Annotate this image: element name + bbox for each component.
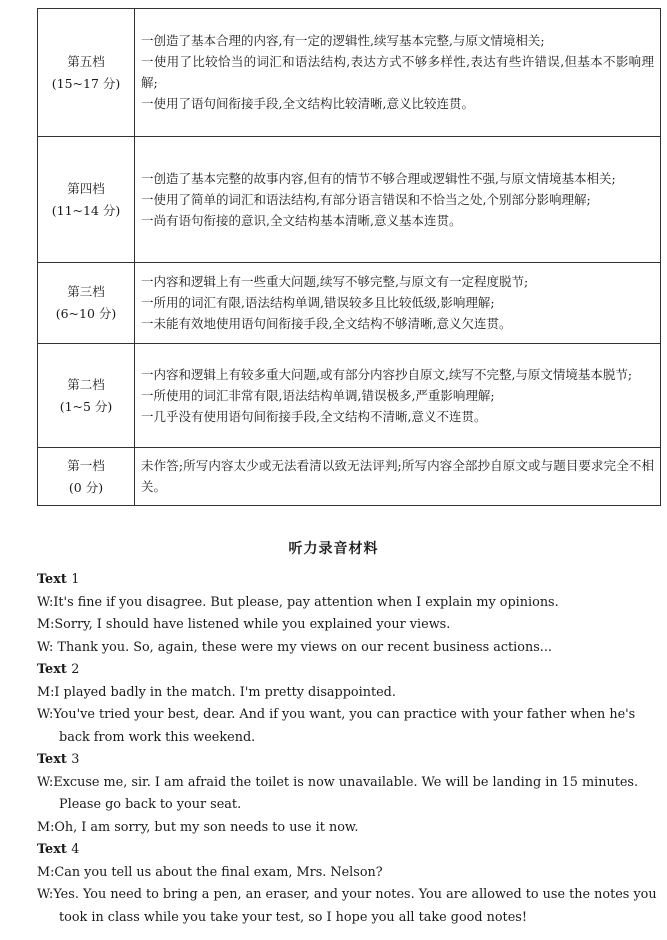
rubric-criterion: 一所使用的词汇非常有限,语法结构单调,错误极多,严重影响理解; (141, 387, 495, 403)
rubric-criterion: 一未能有效地使用语句间衔接手段,全文结构不够清晰,意义欠连贯。 (141, 316, 512, 331)
dialogue-line: M:Can you tell us about the final exam, Mrs. Nelson? (37, 864, 383, 880)
rubric-level-name: 第一档 (67, 457, 105, 473)
dialogue-line: W:Excuse me, sir. I am afraid the toilet is now unavailable. We will be landing in 15 minutes. Please go back to your seat. (37, 774, 639, 812)
rubric-level-cell (38, 9, 135, 137)
rubric-criteria-cell (135, 137, 661, 263)
dialogue-line: W: Thank you. So, again, these were my views on our recent business actions... (37, 639, 552, 655)
rubric-criterion: 一使用了简单的词汇和语法结构,有部分语言错误和不恰当之处,个别部分影响理解; (141, 191, 591, 207)
rubric-level-name: 第五档 (67, 53, 105, 69)
rubric-level-name: 第三档 (67, 284, 105, 299)
dialogue-line: M:I played badly in the match. I'm pretty disappointed. (37, 684, 396, 700)
rubric-level-score: (15~17 分) (51, 75, 121, 91)
rubric-criterion: 一尚有语句衔接的意识,全文结构基本清晰,意义基本连贯。 (141, 212, 462, 228)
dialogue-line: W:You've tried your best, dear. And if you want, you can practice with your father when he's back from work this weekend. (37, 707, 636, 745)
text-heading (37, 569, 663, 592)
rubric-row-level-5 (38, 9, 661, 137)
rubric-criterion: 一创造了基本完整的故事内容,但有的情节不够合理或逻辑性不强,与原文情境基本相关; (141, 170, 616, 186)
rubric-criteria-cell (135, 263, 661, 344)
rubric-criterion: 一几乎没有使用语句间衔接手段,全文结构不清晰,意义不连贯。 (141, 408, 487, 424)
rubric-row-level-4 (38, 137, 661, 263)
rubric-criteria-cell (135, 9, 661, 137)
dialogue-line: M:Sorry, I should have listened while you explained your views. (37, 617, 451, 632)
text-heading-number: 3 (71, 752, 80, 767)
rubric-level-cell (38, 448, 135, 506)
scoring-rubric-table (37, 8, 661, 506)
rubric-level-score: (1~5 分) (59, 398, 113, 414)
text-heading-label: Text (37, 662, 67, 677)
rubric-level-cell (38, 137, 135, 263)
text-heading-number: 2 (71, 662, 80, 677)
rubric-level-score: (11~14 分) (51, 202, 121, 218)
dialogue-line: W:It's fine if you disagree. But please, pay attention when I explain my opinions. (37, 594, 559, 610)
rubric-level-score: (6~10 分) (55, 306, 117, 321)
section-title: 听力录音材料 (288, 541, 379, 557)
rubric-row-level-2 (38, 344, 661, 448)
rubric-criteria-cell (135, 344, 661, 448)
rubric-criterion: 一创造了基本合理的内容,有一定的逻辑性,续写基本完整,与原文情境相关; (141, 33, 545, 48)
rubric-criterion: 一内容和逻辑上有较多重大问题,或有部分内容抄自原文,续写不完整,与原文情境基本脱节; (141, 366, 633, 382)
rubric-level-name: 第四档 (67, 180, 105, 196)
text-heading (37, 839, 663, 862)
rubric-row-level-3 (38, 263, 661, 344)
text-heading (37, 749, 663, 772)
rubric-criterion: 一内容和逻辑上有一些重大问题,续写不够完整,与原文有一定程度脱节; (141, 274, 529, 289)
text-heading (37, 659, 663, 682)
text-heading-number: 1 (71, 572, 80, 587)
rubric-level-score: (0 分) (68, 479, 104, 495)
rubric-level-cell (38, 263, 135, 344)
dialogue-line: W:Yes. You need to bring a pen, an eraser, and your notes. You are allowed to use the notes you took in class while you take your test, so I hope you all take good notes! (37, 887, 657, 925)
text-heading-label: Text (37, 572, 67, 587)
rubric-row-level-1 (38, 448, 661, 506)
text-heading-number: 4 (71, 842, 80, 857)
rubric-criterion: 一使用了语句间衔接手段,全文结构比较清晰,意义比较连贯。 (141, 96, 474, 111)
listening-transcript (37, 569, 663, 929)
rubric-criterion: 一使用了比较恰当的词汇和语法结构,表达方式不够多样性,表达有些许错误,但基本不影响理解; (141, 54, 654, 90)
rubric-level-name: 第二档 (67, 376, 105, 392)
text-heading-label: Text (37, 842, 67, 857)
dialogue-line: M:Oh, I am sorry, but my son needs to use it now. (37, 819, 359, 835)
rubric-level-cell (38, 344, 135, 448)
text-heading-label: Text (37, 752, 67, 767)
rubric-criteria-cell (135, 448, 661, 506)
rubric-criterion: 一所用的词汇有限,语法结构单调,错误较多且比较低级,影响理解; (141, 295, 495, 310)
rubric-criterion: 未作答;所写内容太少或无法看清以致无法评判;所写内容全部抄自原文或与题目要求完全不相关。 (141, 458, 654, 494)
